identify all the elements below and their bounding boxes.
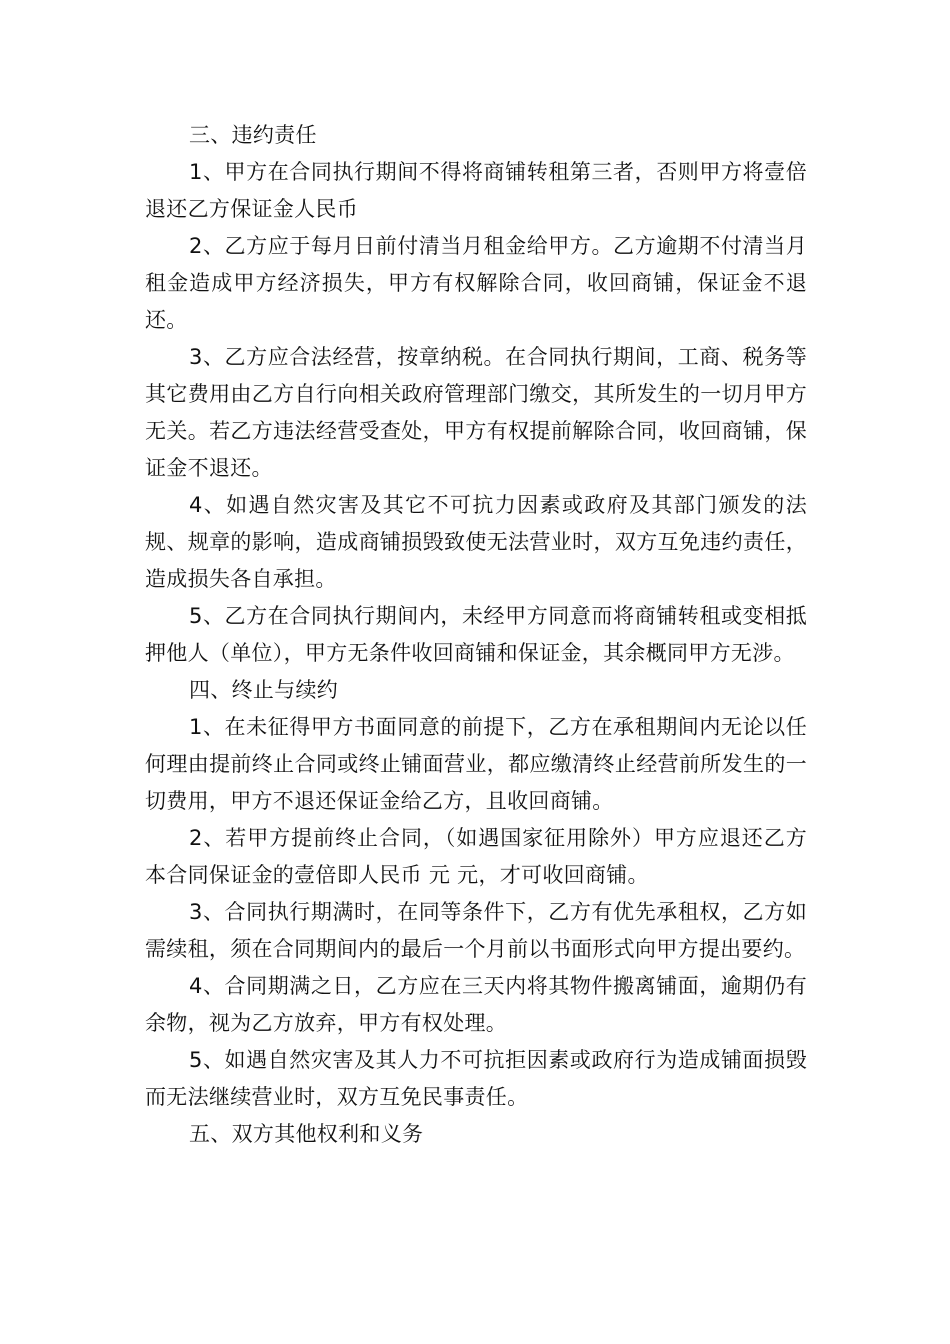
clause-3-3: 3、乙方应合法经营，按章纳税。在合同执行期间，工商、税务等其它费用由乙方自行向相关政府管理部门缴交，其所发生的一切月甲方无关。若乙方违法经营受查处，甲方有权提前解除合同，收回商铺，保证金不退还。 [145,345,807,480]
clause-3-2: 2、乙方应于每月日前付清当月租金给甲方。乙方逾期不付清当月租金造成甲方经济损失，甲方有权解除合同，收回商铺，保证金不退还。 [145,234,807,332]
clause-4-2: 2、若甲方提前终止合同，（如遇国家征用除外）甲方应退还乙方本合同保证金的壹倍即人民币 元 元，才可收回商铺。 [145,826,807,887]
clause-4-4: 4、合同期满之日，乙方应在三天内将其物件搬离铺面，逾期仍有余物，视为乙方放弃，甲方有权处理。 [145,974,807,1035]
clause-3-1: 1、甲方在合同执行期间不得将商铺转租第三者，否则甲方将壹倍退还乙方保证金人民币 [145,160,807,221]
clause-4-3: 3、合同执行期满时，在同等条件下，乙方有优先承租权，乙方如需续租，须在合同期间内的最后一个月前以书面形式向甲方提出要约。 [145,900,807,961]
clause-4-5: 5、如遇自然灾害及其人力不可抗拒因素或政府行为造成铺面损毁而无法继续营业时，双方互免民事责任。 [145,1048,807,1109]
document-page [145,117,807,1153]
clause-4-1: 1、在未征得甲方书面同意的前提下，乙方在承租期间内无论以任何理由提前终止合同或终止铺面营业，都应缴清终止经营前所发生的一切费用，甲方不退还保证金给乙方，且收回商铺。 [145,715,807,813]
section-heading-termination: 四、终止与续约 [189,678,339,702]
section-heading-breach: 三、违约责任 [189,123,317,147]
section-heading-other-rights: 五、双方其他权利和义务 [189,1122,424,1146]
clause-3-4: 4、如遇自然灾害及其它不可抗力因素或政府及其部门颁发的法规、规章的影响，造成商铺损毁致使无法营业时，双方互免违约责任，造成损失各自承担。 [145,493,807,591]
clause-3-5: 5、乙方在合同执行期间内，未经甲方同意而将商铺转租或变相抵押他人（单位），甲方无条件收回商铺和保证金，其余概同甲方无涉。 [145,604,807,665]
